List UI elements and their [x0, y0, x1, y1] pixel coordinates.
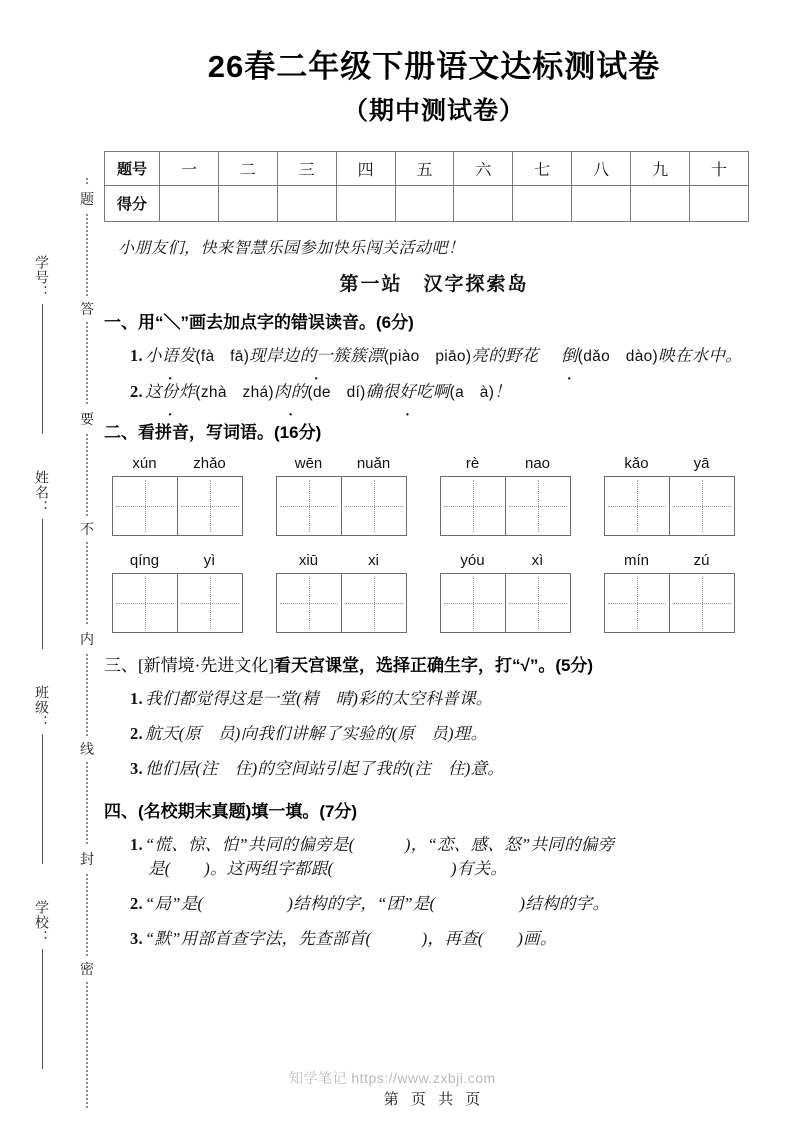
seal-line-column	[70, 178, 104, 1108]
pinyin-label: nuǎn	[356, 455, 391, 473]
student-info-rule	[42, 304, 43, 434]
score-cell[interactable]	[160, 186, 219, 222]
binding-margin	[0, 0, 100, 1121]
score-table-row-header: 题号	[105, 152, 160, 186]
pinyin-label: zhǎo	[193, 455, 226, 473]
pinyin-grid-group	[276, 455, 407, 536]
tianzige-cell[interactable]	[341, 574, 406, 632]
tianzige-box[interactable]	[440, 476, 571, 536]
student-info-column	[22, 255, 62, 1105]
item-text: 映在水中。	[658, 346, 743, 366]
item-text: 确很好吃啊 ·	[366, 380, 450, 404]
question-4-item-3	[130, 927, 764, 951]
item-text: 小语发	[144, 346, 196, 366]
tianzige-cell[interactable]	[605, 477, 669, 535]
student-info-rule	[42, 519, 43, 649]
question-3-heading	[104, 651, 764, 676]
pinyin-grid-group	[604, 552, 735, 633]
station-heading: 第一站 汉字探索岛	[339, 274, 529, 296]
exam-paper-body	[104, 0, 764, 1121]
pinyin-label: kǎo	[624, 455, 649, 473]
score-cell[interactable]	[336, 186, 395, 222]
question-4-item-1	[130, 833, 764, 881]
tianzige-box[interactable]	[604, 476, 735, 536]
seal-char: 线	[73, 736, 101, 762]
seal-char: 题	[73, 186, 101, 212]
student-info-label: 学号：	[34, 255, 50, 300]
pinyin-label: rè	[465, 455, 480, 473]
score-table-column-header: 一	[160, 152, 219, 186]
score-cell[interactable]	[513, 186, 572, 222]
item-text: 他们居(注 住)的空间站引起了我的(注 住)意。	[144, 758, 505, 778]
tianzige-cell[interactable]	[113, 574, 177, 632]
pinyin-label-pair	[440, 455, 571, 472]
score-table-column-header: 八	[572, 152, 631, 186]
seal-char: 密	[73, 956, 101, 982]
item-text: 亮的野花	[471, 346, 539, 366]
question-3-context-tag: 三、[新情境·先进文化]	[104, 656, 274, 676]
student-info-field-banji	[22, 685, 62, 864]
pinyin-label: wēn	[294, 455, 323, 473]
pinyin-grid-row-2	[112, 552, 764, 633]
tianzige-cell[interactable]	[669, 574, 734, 632]
score-table-column-header: 五	[395, 152, 454, 186]
table-row	[105, 152, 749, 186]
score-cell[interactable]	[218, 186, 277, 222]
page-title: 26春二年级下册语文达标测试卷	[207, 49, 661, 84]
score-table	[104, 151, 749, 222]
pinyin-label-pair	[604, 455, 735, 472]
item-index: 3.	[130, 758, 143, 778]
score-table-column-header: 六	[454, 152, 513, 186]
pinyin-label: xi	[368, 552, 379, 570]
tianzige-box[interactable]	[112, 573, 243, 633]
item-text: 这份炸	[144, 381, 196, 401]
student-info-label: 学校：	[34, 900, 50, 945]
item-text: 是( )。这两组字都跟( )有关。	[148, 858, 508, 878]
tianzige-cell[interactable]	[277, 574, 341, 632]
student-info-field-xuehao	[22, 255, 62, 434]
tianzige-box[interactable]	[276, 476, 407, 536]
pinyin-choice[interactable]: (zhà zhá)	[195, 383, 274, 401]
pinyin-label: xì	[531, 552, 544, 570]
score-cell[interactable]	[277, 186, 336, 222]
question-3-item-1	[130, 687, 764, 711]
item-text: “慌、惊、怕”共同的偏旁是( )，“恋、感、怒”共同的偏旁	[144, 834, 615, 854]
pinyin-label: nao	[524, 455, 551, 473]
tianzige-box[interactable]	[440, 573, 571, 633]
pinyin-label: yì	[203, 552, 216, 570]
pinyin-label-pair	[276, 455, 407, 472]
score-cell[interactable]	[572, 186, 631, 222]
pinyin-label-pair	[276, 552, 407, 569]
question-4-heading: 四、(名校期末真题)填一填。(7分)	[104, 801, 358, 821]
tianzige-cell[interactable]	[341, 477, 406, 535]
pinyin-label: zú	[693, 552, 710, 570]
pinyin-label-pair	[440, 552, 571, 569]
pinyin-grid-group	[604, 455, 735, 536]
seal-char: 不	[73, 516, 101, 542]
item-text: 航天(原 员)向我们讲解了实验的(原 员)理。	[144, 724, 488, 744]
score-cell[interactable]	[395, 186, 454, 222]
intro-text: 小朋友们，快来智慧乐园参加快乐闯关活动吧！	[118, 240, 465, 258]
score-table-column-header: 九	[631, 152, 690, 186]
pinyin-label: yā	[693, 455, 710, 473]
pinyin-grid-group	[276, 552, 407, 633]
student-info-label: 姓名：	[34, 470, 50, 515]
question-1-item-1-line2	[561, 344, 742, 368]
question-3-item-2	[130, 722, 764, 746]
pinyin-label-pair	[112, 455, 243, 472]
pinyin-grid-group	[440, 455, 571, 536]
pinyin-label: xún	[132, 455, 157, 473]
student-info-field-xingming	[22, 470, 62, 649]
tianzige-cell[interactable]	[669, 477, 734, 535]
score-table-row-header: 得分	[105, 186, 160, 222]
pinyin-label: qíng	[129, 552, 160, 570]
seal-char: 要	[73, 406, 101, 432]
score-table-column-header: 七	[513, 152, 572, 186]
watermark: 知学笔记 https://www.zxbji.com	[289, 1070, 496, 1086]
tianzige-box[interactable]	[604, 573, 735, 633]
question-3-item-3	[130, 757, 764, 781]
question-1-heading: 一、用“＼”画去加点字的错误读音。(6分)	[104, 313, 414, 333]
score-cell[interactable]	[631, 186, 690, 222]
pinyin-label: xiū	[298, 552, 319, 570]
tianzige-box[interactable]	[112, 476, 243, 536]
tianzige-box[interactable]	[276, 573, 407, 633]
pinyin-grid-group	[440, 552, 571, 633]
seal-char: 答	[73, 296, 101, 322]
score-cell[interactable]	[690, 186, 749, 222]
student-info-rule	[42, 949, 43, 1069]
seal-char: 内	[73, 626, 101, 652]
item-index: 2.	[130, 893, 143, 913]
tianzige-cell[interactable]	[505, 574, 570, 632]
pinyin-choice[interactable]: (dǎo dào)	[577, 348, 659, 366]
item-text: 肉的	[273, 381, 308, 401]
pinyin-label-pair	[112, 552, 243, 569]
pinyin-choice[interactable]: (a à)	[449, 383, 495, 401]
tianzige-cell[interactable]	[113, 477, 177, 535]
seal-char: 封	[73, 846, 101, 872]
item-text: “默”用部首查字法，先查部首( )，再查( )画。	[144, 928, 557, 948]
item-index: 1.	[130, 346, 143, 366]
item-text: 倒	[560, 346, 578, 366]
question-3-heading-main: 看天宫课堂，选择正确生字，打“√”。(5分)	[273, 656, 594, 676]
score-cell[interactable]	[454, 186, 513, 222]
item-text: 我们都觉得这是一堂(精 晴)彩的太空科普课。	[144, 689, 493, 709]
tianzige-cell[interactable]	[177, 574, 242, 632]
question-1-item-2	[130, 380, 764, 404]
tianzige-cell[interactable]	[505, 477, 570, 535]
score-table-column-header: 四	[336, 152, 395, 186]
page-subtitle: （期中测试卷）	[342, 97, 525, 126]
item-text: 现岸边的一簇簇漂 ·	[249, 344, 383, 368]
tianzige-cell[interactable]	[177, 477, 242, 535]
item-index: 2.	[130, 381, 143, 401]
pinyin-label: mín	[623, 552, 649, 570]
tianzige-cell[interactable]	[277, 477, 341, 535]
table-row	[105, 186, 749, 222]
pinyin-grid-group	[112, 552, 243, 633]
question-2-heading: 二、看拼音，写词语。(16分)	[104, 423, 322, 443]
item-text: ！	[494, 381, 511, 401]
student-info-label: 班级：	[34, 685, 50, 730]
student-info-field-xuexiao	[22, 900, 62, 1069]
tianzige-cell[interactable]	[441, 574, 505, 632]
score-table-column-header: 十	[690, 152, 749, 186]
page-footer: 第 页 共 页	[383, 1091, 485, 1108]
pinyin-label-pair	[604, 552, 735, 569]
score-table-column-header: 三	[277, 152, 336, 186]
item-index: 2.	[130, 724, 143, 744]
question-1-item-1	[130, 344, 764, 368]
item-index: 1.	[130, 834, 143, 854]
student-info-rule	[42, 734, 43, 864]
pinyin-choice[interactable]: (de dí)	[307, 383, 366, 401]
item-index: 1.	[130, 689, 143, 709]
pinyin-choice[interactable]: (piào piāo)	[383, 348, 472, 366]
pinyin-label: yóu	[460, 552, 485, 570]
pinyin-grid-group	[112, 455, 243, 536]
question-4-item-1-line2	[148, 857, 507, 881]
tianzige-cell[interactable]	[605, 574, 669, 632]
score-table-column-header: 二	[218, 152, 277, 186]
item-index: 3.	[130, 928, 143, 948]
item-text: “局”是( )结构的字，“团”是( )结构的字。	[144, 893, 610, 913]
question-4-item-2	[130, 892, 764, 916]
tianzige-cell[interactable]	[441, 477, 505, 535]
pinyin-choice[interactable]: (fà fā)	[195, 348, 250, 366]
pinyin-grid-row-1	[112, 455, 764, 536]
